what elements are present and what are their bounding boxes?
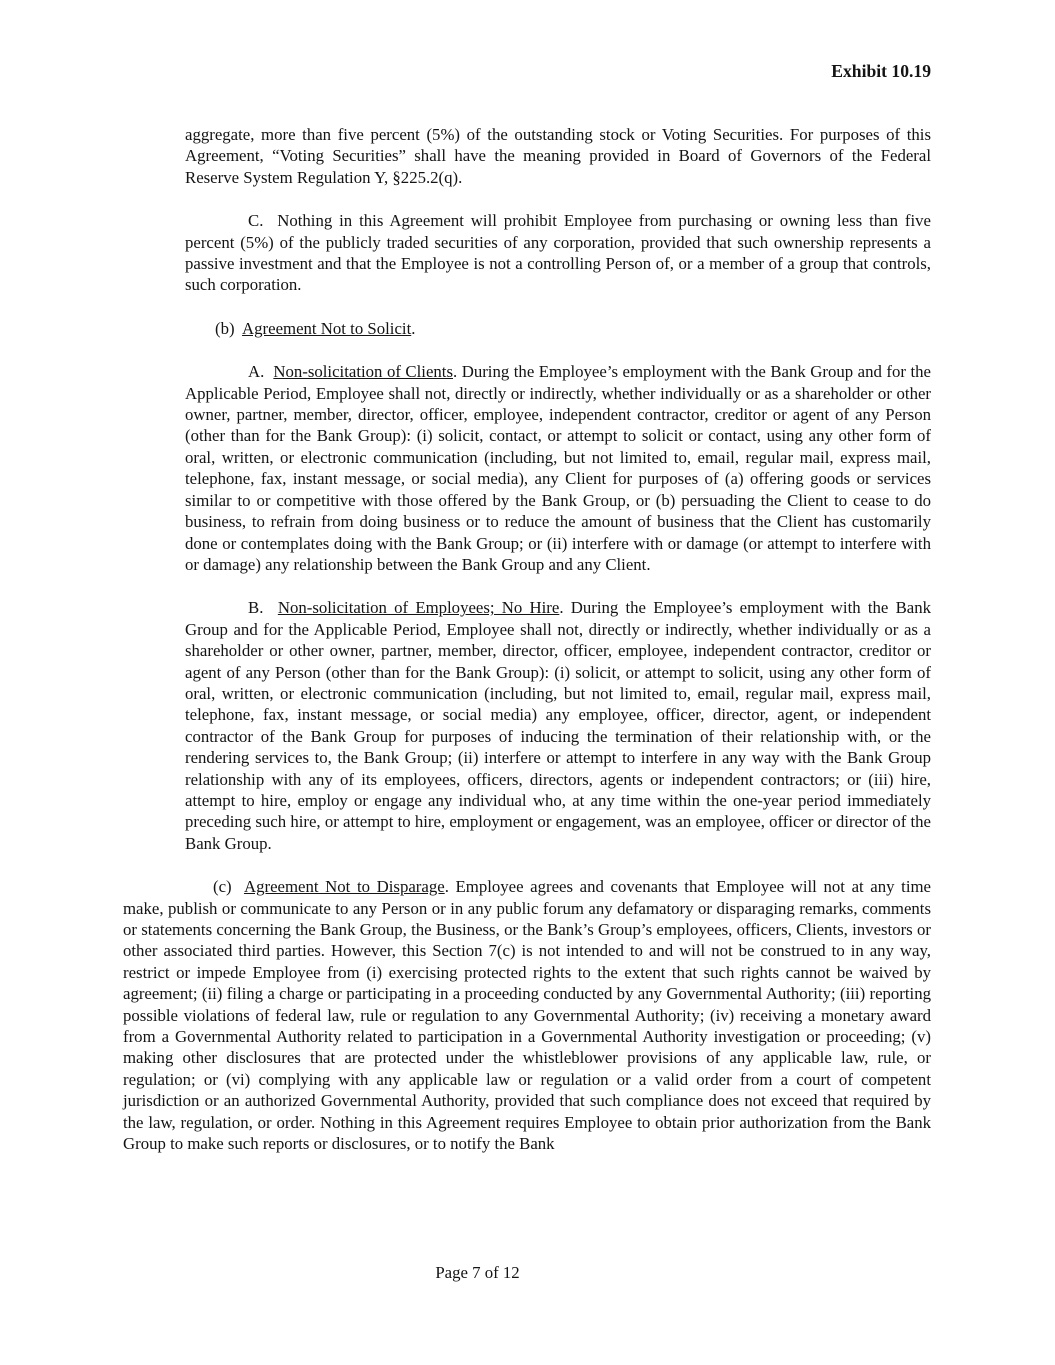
paragraph-a-non-solicitation-clients [185,361,931,575]
paragraph-voting-securities: aggregate, more than five percent (5%) of the outstanding stock or Voting Securities. For purposes of this Agreement, “Voting Securities” shall have the meaning provided in Board of Governors of the Federal Reserve System Regulation Y, §225.2(q). [185,125,931,187]
section-c-text: . Employee agrees and covenants that Employee will not at any time make, publish or communicate to any Person or in any public forum any defamatory or disparaging remarks, comments or statements concerning the Bank Group, the Business, or the Bank’s Group’s employees, officers, Clients, investors or other associated third parties. However, this Section 7(c) is not intended to and will not be construed to in any way, restrict or impede Employee from (i) exercising protected rights to the extent that such rights cannot be waived by agreement; (ii) filing a charge or participating in a proceeding conducted by any Governmental Authority; (iii) reporting possible violations of federal law, rule or regulation to any Governmental Authority; (iv) receiving a monetary award from a Governmental Authority related to participation in a Governmental Authority investigation or proceeding; (v) making other disclosures that are protected under the whistleblower provisions of any applicable law, rule, or regulation; or (vi) complying with any applicable law or regulation or a valid order from a court of competent jurisdiction or an authorized Governmental Authority, provided that such compliance does not exceed that required by the law, regulation, or order. Nothing in this Agreement requires Employee to obtain prior authorization from the Bank Group to make such reports or disclosures, or to notify the Bank [123,877,931,1154]
paragraph-c-agreement-not-to-disparage [123,876,931,1154]
paragraph-a-label: A. [248,362,274,382]
paragraph-b-non-solicitation-employees [185,597,931,854]
paragraph-b-label: B. [248,598,278,618]
exhibit-header: Exhibit 10.19 [831,61,931,81]
paragraph-b-heading-underlined: Non-solicitation of Employees; No Hire [277,598,560,618]
paragraph-c-text: Nothing in this Agreement will prohibit Employee from purchasing or owning less than five percent (5%) of the publicly traded securities of any corporation, provided that such ownership represents a passive investment and that the Employee is not a controlling Person of, or a member of a group that controls, such corporation. [185,211,931,295]
heading-agreement-not-to-solicit [185,318,931,339]
section-b-heading-underlined: Agreement Not to Solicit [242,318,412,338]
paragraph-c-label: C. [248,211,278,231]
paragraph-a-text: . During the Employee’s employment with the Bank Group and for the Applicable Period, Employee shall not, directly or indirectly, whether individually or as a shareholder or other owner, partner, member, director, officer, employee, independent contractor, creditor or agent of any Person (other than for the Bank Group): (i) solicit, contact, or attempt to solicit or contact, using any other form of oral, written, or electronic communication (including, but not limited to, email, regular mail, express mail, telephone, fax, instant message, or social media), any Client for purposes of (a) offering goods or services similar to or competitive with those offered by the Bank Group, or (b) persuading the Client to cease to do business, to refrain from doing business or to reduce the amount of business that the Client has customarily done or contemplates doing with the Bank Group; or (ii) interfere with or damage (or attempt to interfere with or damage) any relationship between the Bank Group and any Client. [185,362,931,574]
section-c-label: (c) [213,877,244,897]
page-number-footer: Page 7 of 12 [435,1263,520,1282]
paragraph-b-text: . During the Employee’s employment with the Bank Group and for the Applicable Period, Employee shall not, directly or indirectly, whether individually or as a shareholder or other owner, partner, member, director, officer, employee, independent contractor, creditor or agent of any Person (other than for the Bank Group): (i) solicit, or attempt to solicit, using any other form of oral, written, or electronic communication (including, but not limited to, email, regular mail, express mail, telephone, fax, instant message, or social media) any employee, officer, director, agent, or independent contractor of the Bank Group for purposes of inducing the termination of their relationship with, or the rendering services to, the Bank Group; (ii) interfere or attempt to interfere in any way with the Bank Group relationship with any of its employees, officers, directors, agents or independent contractors; or (iii) hire, attempt to hire, employ or engage any individual who, at any time within the one-year period immediately preceding such hire, or attempt to hire, employment or engagement, was an employee, officer or director of the Bank Group. [185,598,931,853]
paragraph-a-heading-underlined: Non-solicitation of Clients [273,362,453,382]
paragraph-c-passive-investment [185,210,931,296]
document-body [123,124,931,1176]
section-b-period: . [411,318,416,338]
section-b-label: (b) [215,318,243,338]
section-c-heading-underlined: Agreement Not to Disparage [243,877,445,897]
